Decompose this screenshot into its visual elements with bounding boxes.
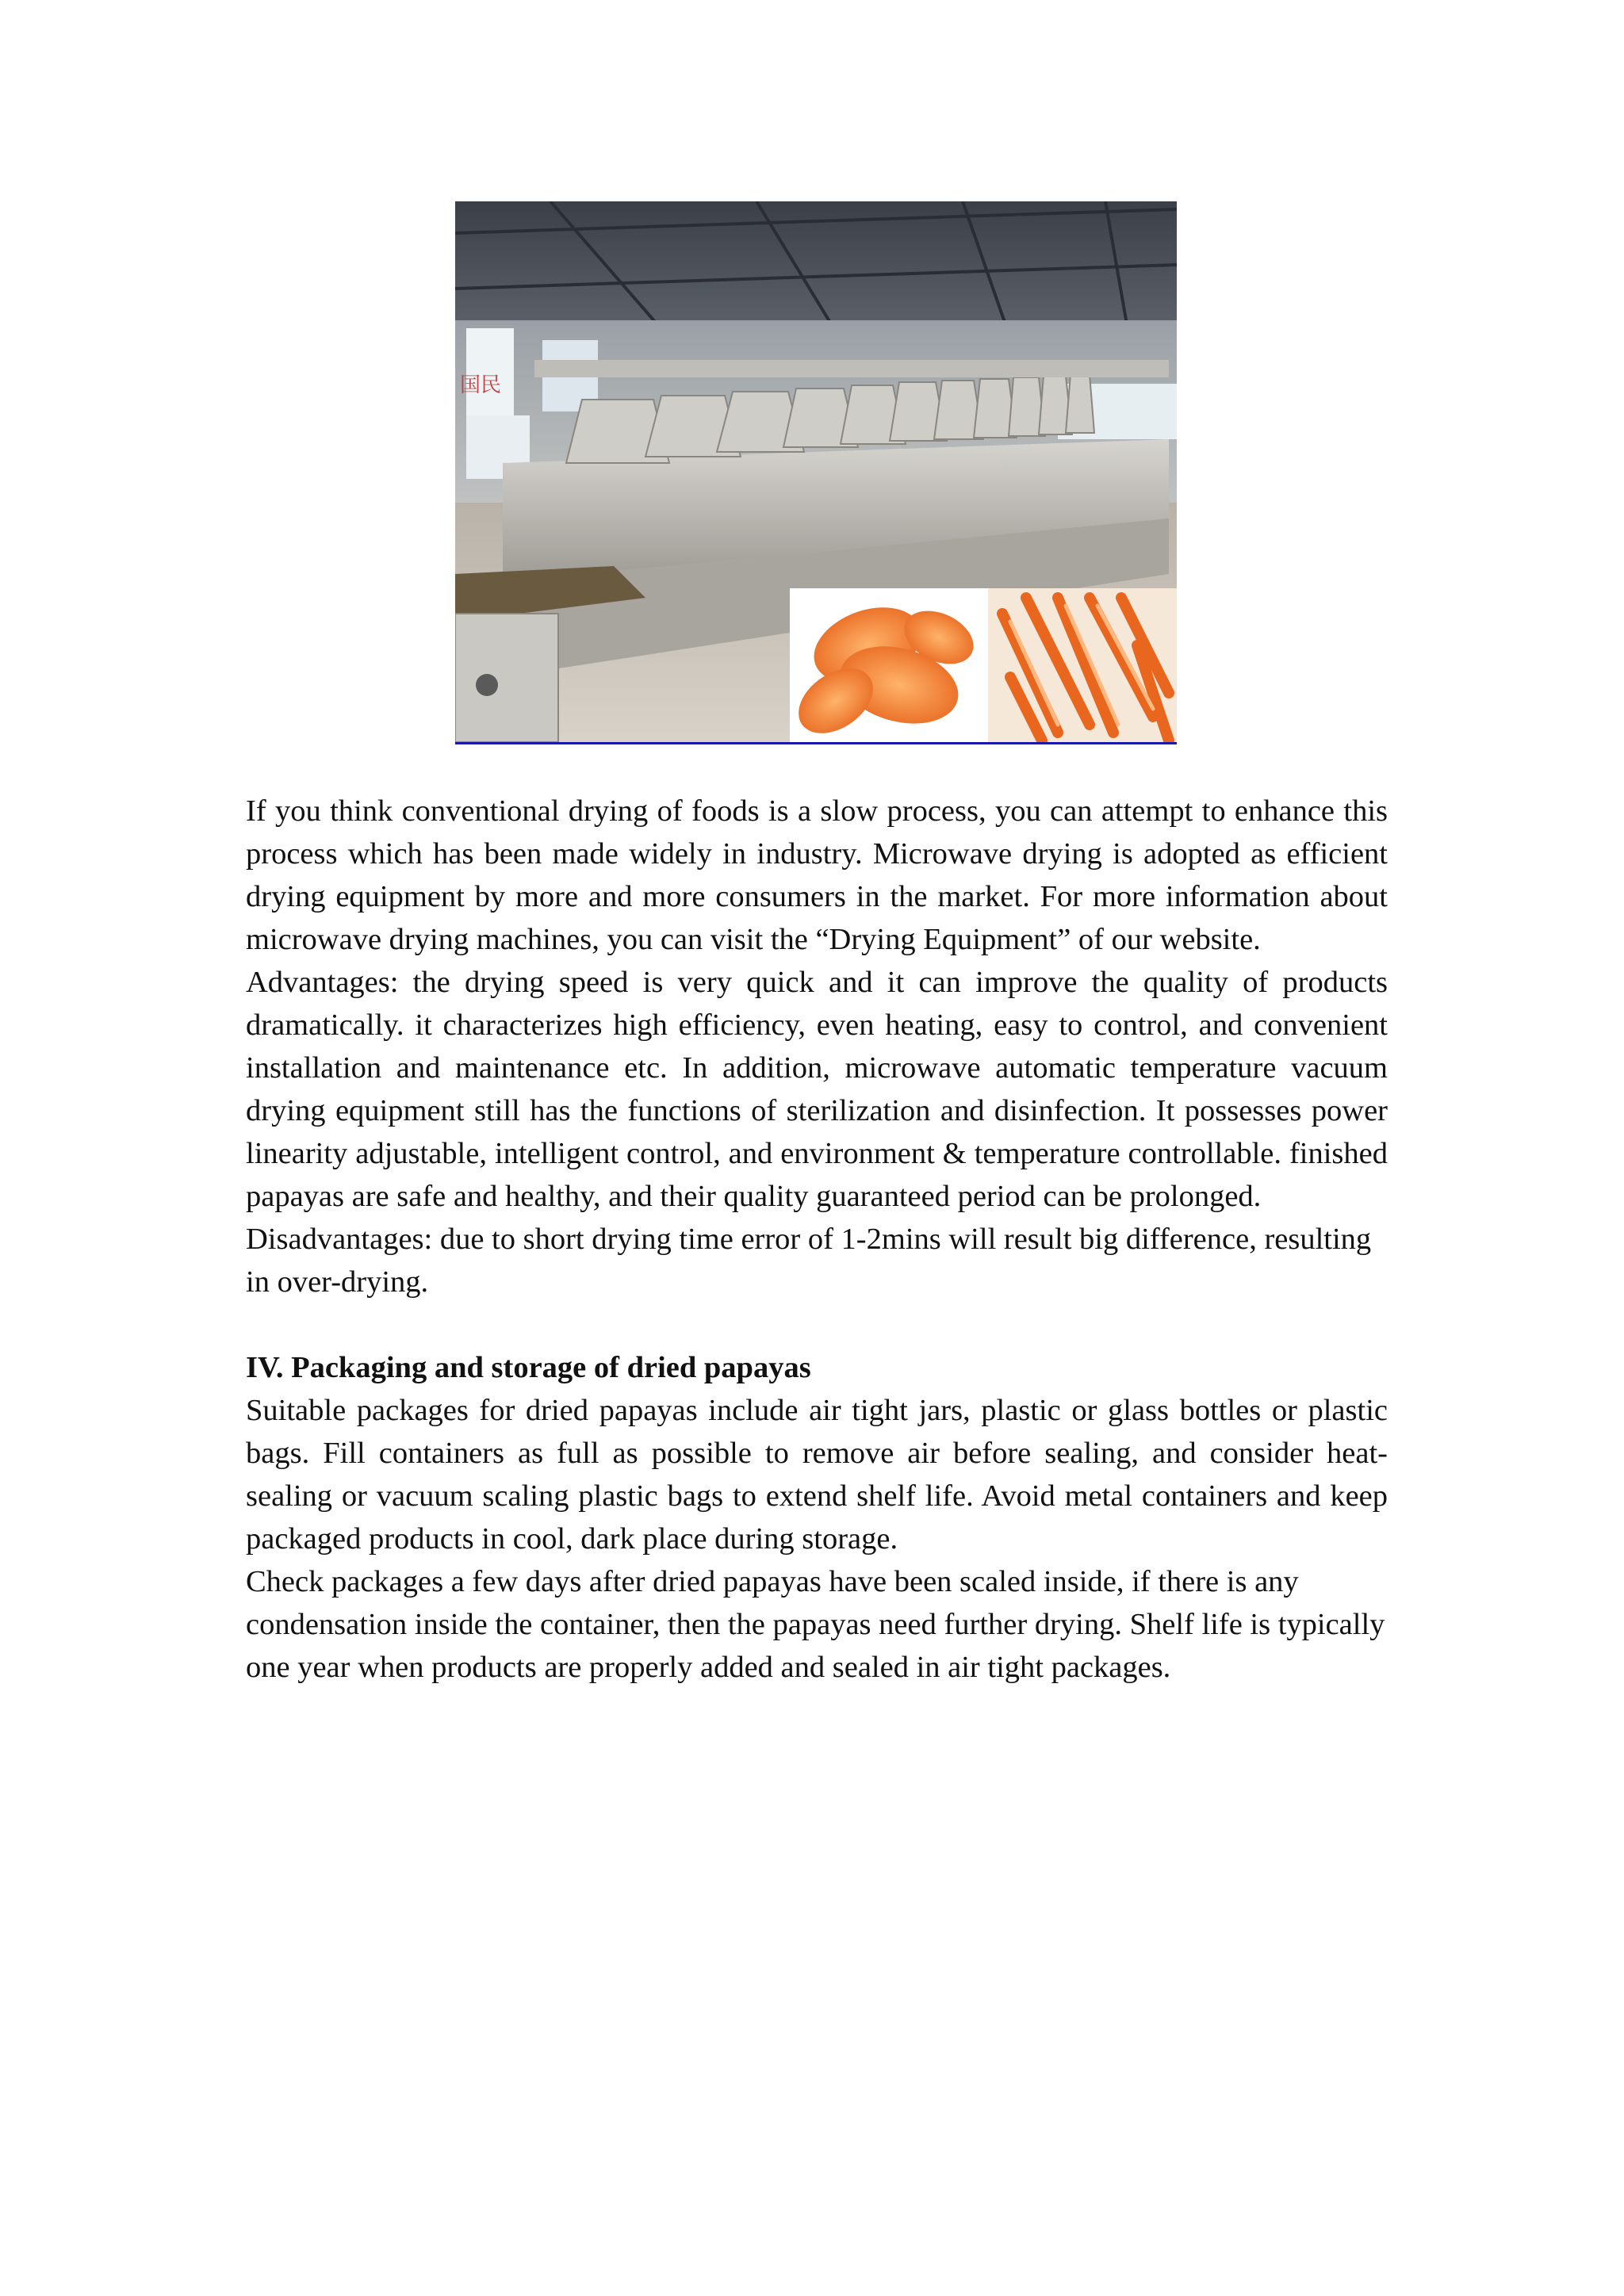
factory-image	[455, 201, 1177, 742]
packaging-paragraph: Suitable packages for dried papayas include air tight jars, plastic or glass bottles or plastic bags. Fill containers as full as possible to remove air before sealing, and consider heat-sealing or vacuum scaling plastic bags to extend shelf life. Avoid metal containers and keep packaged products in cool, dark place during storage.	[246, 1394, 1388, 1556]
microwave-dryer-photo	[455, 201, 1177, 742]
factory-sign: 国民	[460, 373, 502, 397]
image-underline	[455, 742, 1177, 744]
advantages-paragraph: Advantages: the drying speed is very quick and it can improve the quality of products dramatically. it characterizes high efficiency, even heating, easy to control, and convenient installation and maintenance etc. In addition, microwave automatic temperature vacuum drying equipment still has the functions of sterilization and disinfection. It possesses power linearity adjustable, intelligent control, and environment & temperature controllable. finished papayas are safe and healthy, and their quality guaranteed period can be prolonged.	[246, 966, 1388, 1213]
storage-check-paragraph: Check packages a few days after dried papayas have been scaled inside, if there is any condensation inside the container, then the papayas need further drying. Shelf life is typically one year when products are properly added and sealed in air tight packages.	[246, 1565, 1385, 1684]
section-heading: IV. Packaging and storage of dried papayas	[246, 1351, 811, 1384]
intro-paragraph: If you think conventional drying of foods is a slow process, you can attempt to enhance this process which has been made widely in industry. Microwave drying is adopted as efficient drying equipment by more and more consumers in the market. For more information about microwave drying machines, you can visit the “Drying Equipment” of our website.	[246, 794, 1388, 956]
disadvantages-paragraph: Disadvantages: due to short drying time error of 1-2mins will result big difference, resulting in over-drying.	[246, 1223, 1372, 1299]
body-text	[246, 790, 1388, 1689]
